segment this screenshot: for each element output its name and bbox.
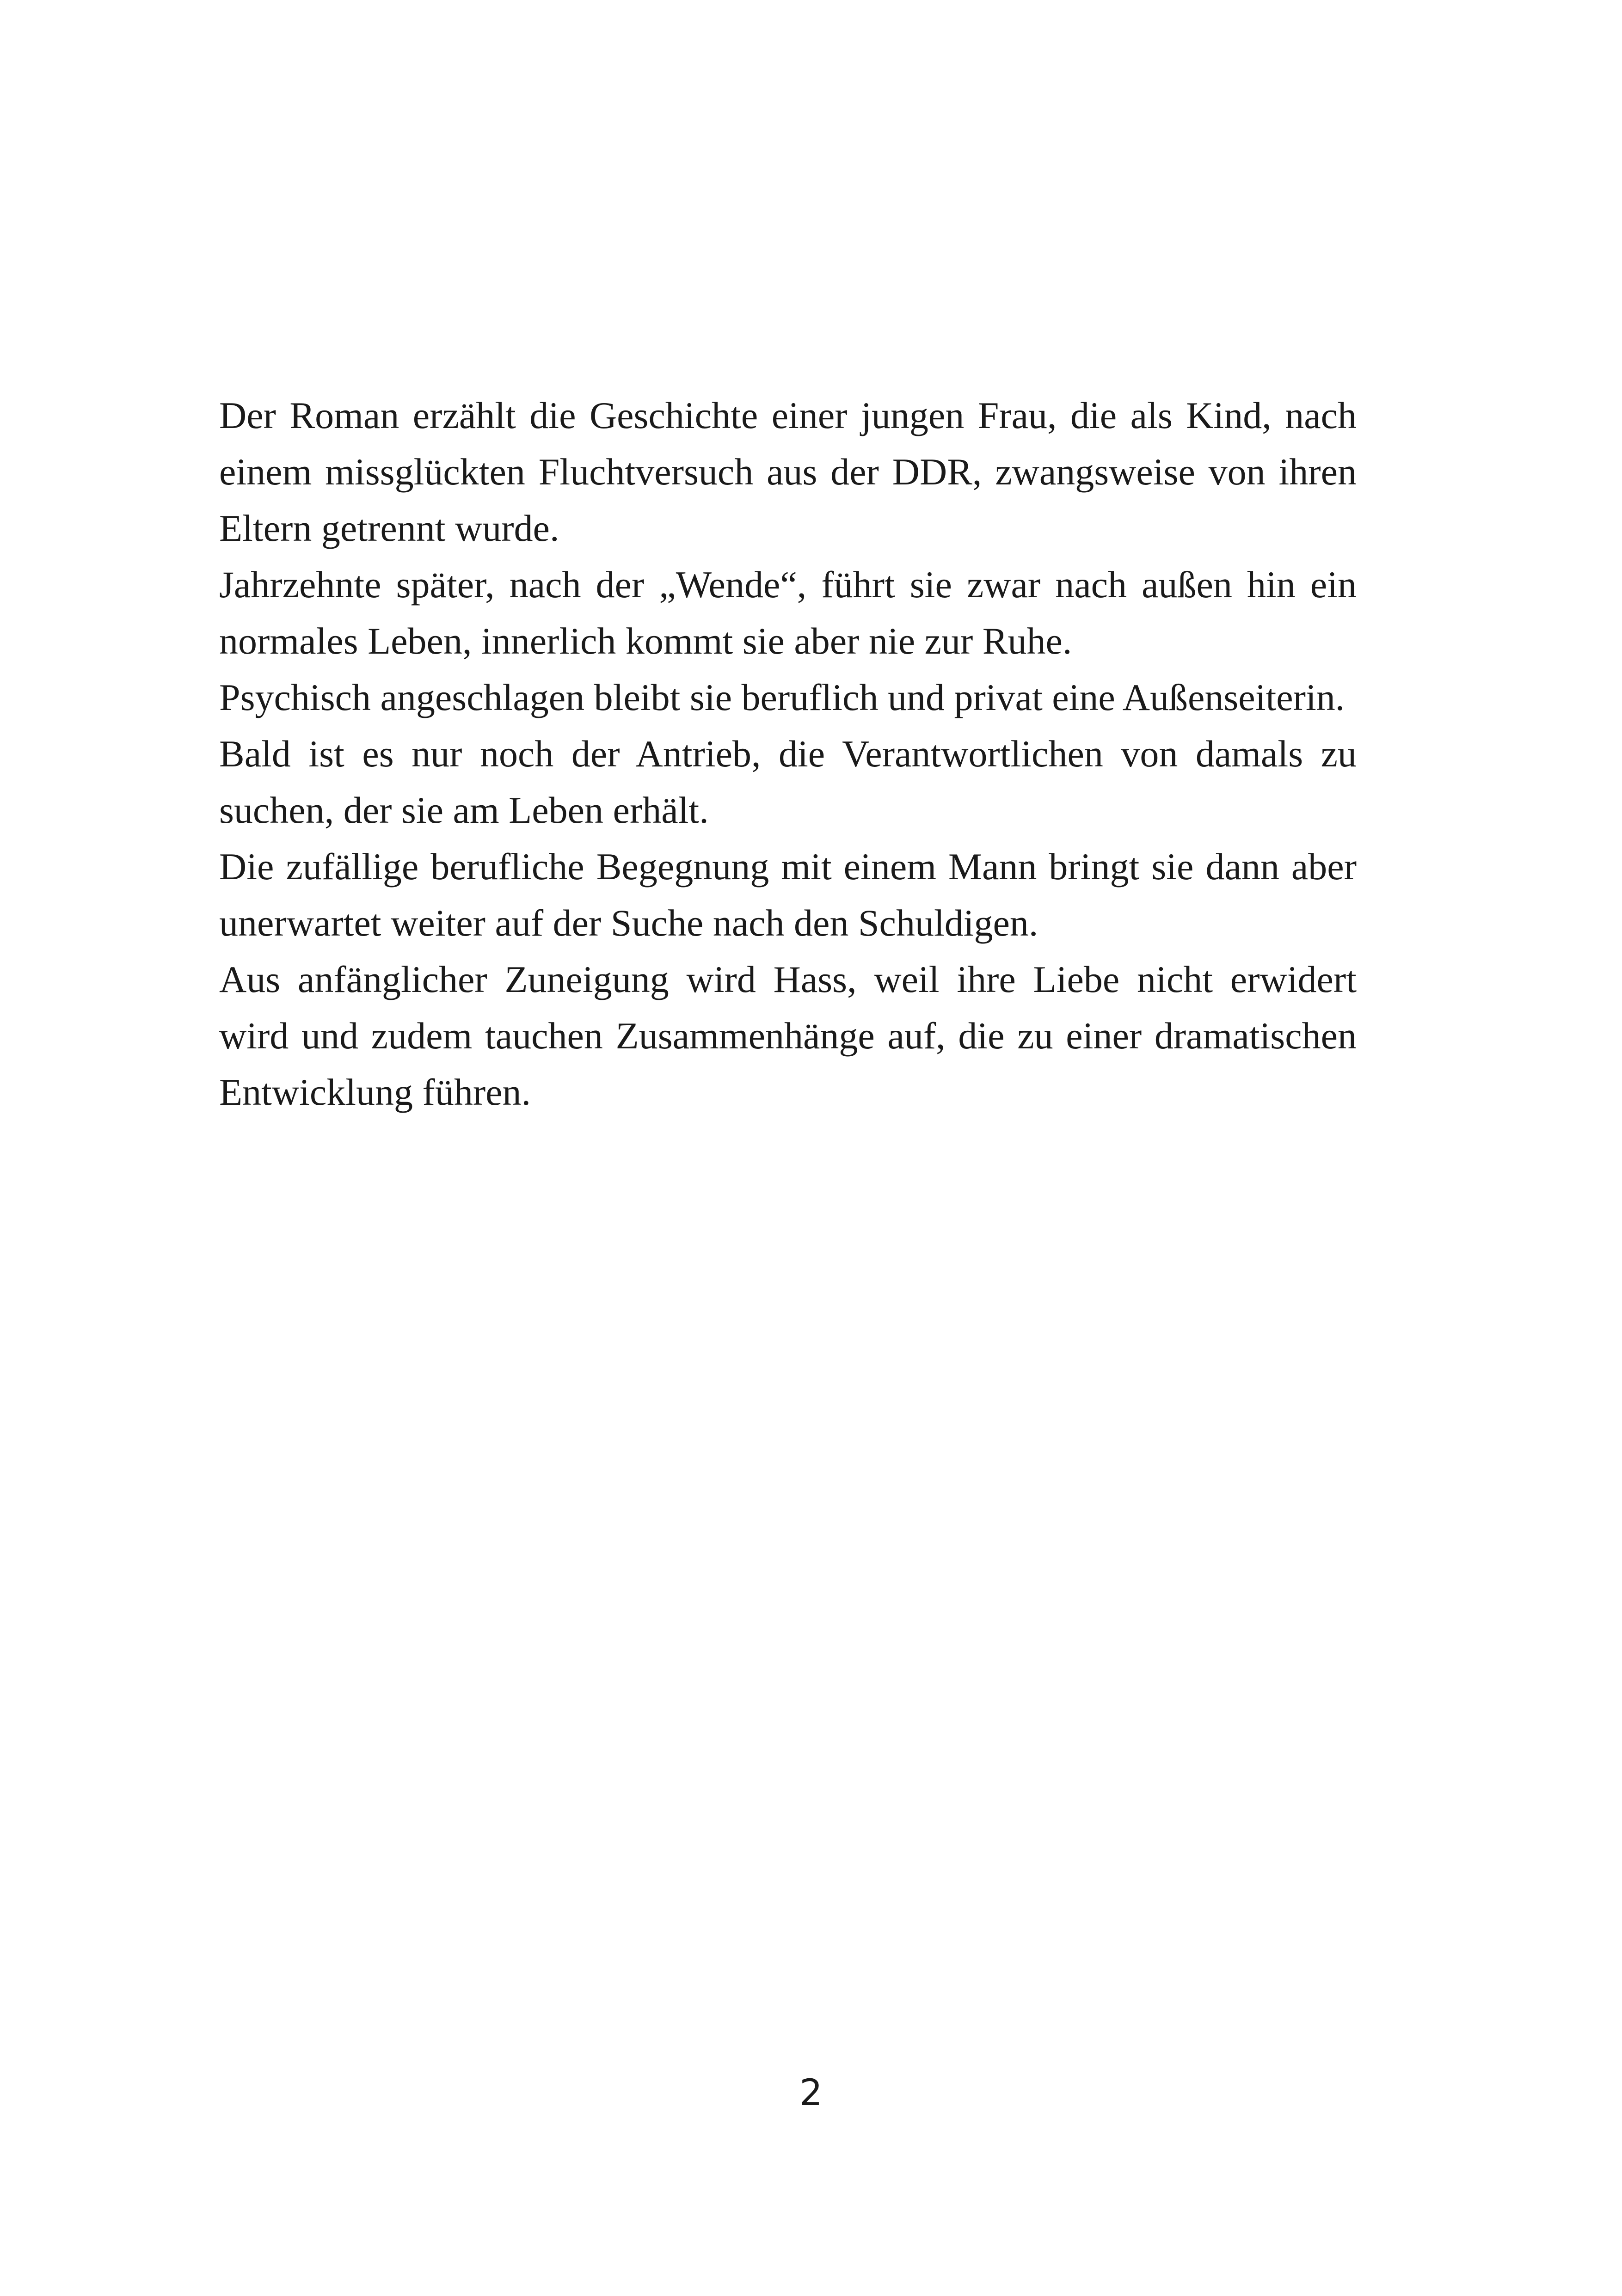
paragraph-6: Aus anfänglicher Zuneigung wird Hass, weil ihre Liebe nicht erwidert wird und zudem tauchen Zusammenhänge auf, die zu einer dramatischen Entwicklung führen. [219,958,1357,1113]
paragraph-3: Psychisch angeschlagen bleibt sie beruflich und privat eine Außenseiterin. [219,676,1345,718]
body-text [219,387,1357,1120]
paragraph-2: Jahrzehnte später, nach der „Wende“, führt sie zwar nach außen hin ein normales Leben, innerlich kommt sie aber nie zur Ruhe. [219,563,1357,662]
paragraph-5: Die zufällige berufliche Begegnung mit einem Mann bringt sie dann aber unerwartet weiter auf der Suche nach den Schuldigen. [219,845,1357,944]
page-number: 2 [799,2072,823,2114]
paragraph-1: Der Roman erzählt die Geschichte einer jungen Frau, die als Kind, nach einem missglückten Fluchtversuch aus der DDR, zwangsweise von ihren Eltern getrennt wurde. [219,394,1357,549]
paragraph-4: Bald ist es nur noch der Antrieb, die Verantwortlichen von damals zu suchen, der sie am Leben erhält. [219,733,1357,831]
